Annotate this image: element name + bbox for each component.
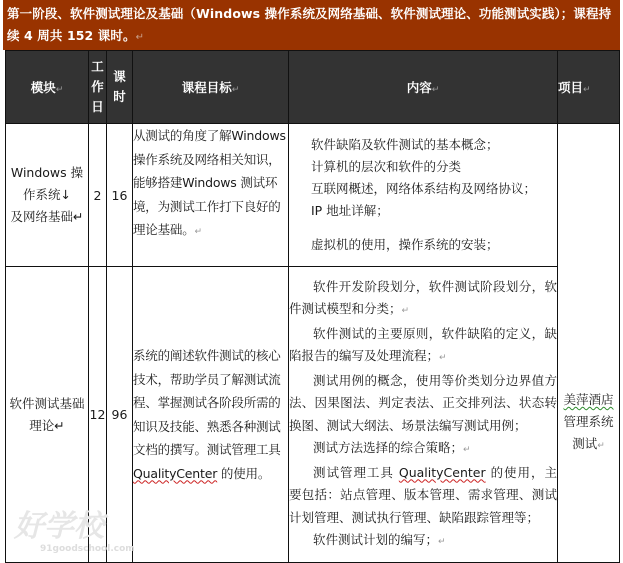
workdays-cell: 12 xyxy=(89,267,107,563)
content-item: 软件测试计划的编写；↵ xyxy=(313,532,446,547)
header-module: 模块↵ xyxy=(6,51,89,124)
header-content: 内容↵ xyxy=(289,51,558,124)
hours-cell: 96 xyxy=(107,267,133,563)
watermark-site: 91goodschool.com xyxy=(40,544,135,554)
content-item: 虚拟机的使用，操作系统的安装； xyxy=(311,237,499,252)
content-item: 测试管理工具 QualityCenter 的使用，主要包括：站点管理、版本管理、需求管理、测试计划管理、测试执行管理、缺陷跟踪管理等； xyxy=(289,464,557,525)
content-item: 软件缺陷及软件测试的基本概念； xyxy=(311,137,499,152)
content-item: 计算机的层次和软件的分类 xyxy=(311,159,462,174)
content-cell xyxy=(289,124,558,267)
hours-cell: 16 xyxy=(107,124,133,267)
watermark-logo: 好学校 91goodschool.com xyxy=(14,509,135,554)
stage-title-text: 第一阶段、软件测试理论及基础（Windows 操作系统及网络基础、软件测试理论、功能测试实践）；课程持续 4 周共 152 课时。 xyxy=(7,6,612,43)
content-item: 软件开发阶段划分，软件测试阶段划分，软件测试模型和分类；↵ xyxy=(289,278,557,316)
content-cell xyxy=(289,267,558,563)
header-goal: 课程目标↵ xyxy=(133,51,289,124)
header-project: 项目↵ xyxy=(558,51,620,124)
stage-title-banner xyxy=(3,0,620,50)
header-hours: 课 时 xyxy=(107,51,133,124)
table-header-row xyxy=(6,51,620,124)
table-row xyxy=(6,124,620,267)
course-table xyxy=(5,50,620,563)
workdays-cell: 2 xyxy=(89,124,107,267)
project-cell: 美萍酒店 管理系统 测试↵ xyxy=(558,124,620,563)
header-workdays: 工 作 日 xyxy=(89,51,107,124)
content-item: IP 地址详解； xyxy=(311,203,389,218)
content-item: 测试方法选择的综合策略；↵ xyxy=(313,440,471,455)
goal-cell: 从测试的角度了解Windows操作系统及网络相关知识，能够搭建Windows 测试环境，为测试工作打下良好的理论基础。↵ xyxy=(133,124,289,267)
module-cell: 软件测试基础 理论↵ xyxy=(6,267,89,563)
goal-cell: 系统的阐述软件测试的核心技术，帮助学员了解测试流程、掌握测试各阶段所需的知识及技能、熟悉各种测试文档的撰写。测试管理工具 QualityCenter 的使用。 xyxy=(133,267,289,563)
table-row xyxy=(6,267,620,563)
content-item: 测试用例的概念，使用等价类划分边界值方法、因果图法、判定表法、正交排列法、状态转换图、测试大纲法、场景法编写测试用例； xyxy=(289,372,557,433)
module-cell: Windows 操 作系统↓ 及网络基础↵ xyxy=(6,124,89,267)
paragraph-mark: ↵ xyxy=(135,32,145,43)
content-item: 互联网概述，网络体系结构及网络协议； xyxy=(311,181,537,196)
content-item: 软件测试的主要原则，软件缺陷的定义，缺陷报告的编写及处理流程；↵ xyxy=(289,325,557,363)
